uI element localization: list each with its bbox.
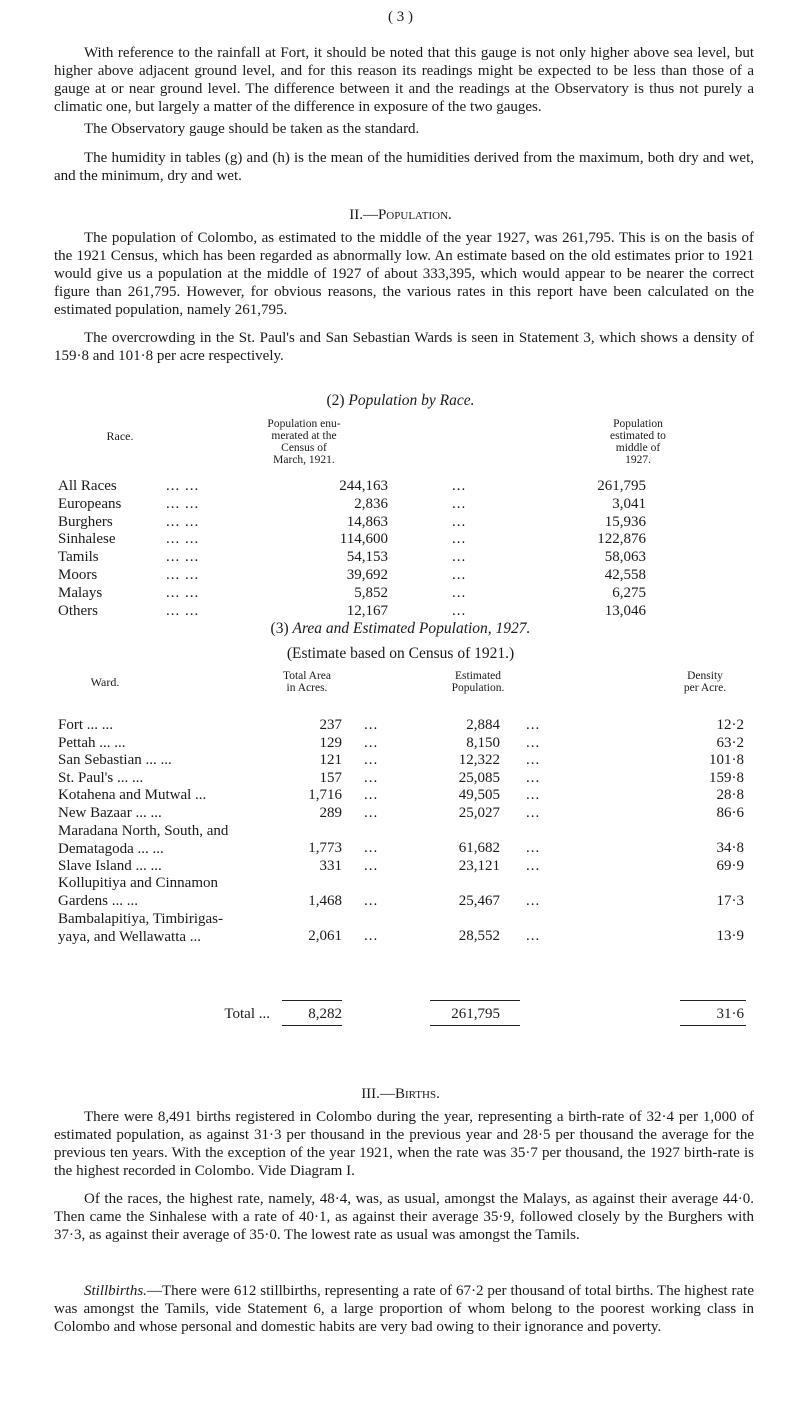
- ward-cell: [58, 734, 268, 752]
- header-line: March, 1921.: [273, 454, 335, 466]
- leader-dots: ...: [452, 567, 467, 583]
- table2-row: [58, 495, 698, 513]
- enumerated-cell: 5,852: [354, 584, 388, 601]
- leader-dots: ... ...: [166, 531, 200, 548]
- population-cell: 28,552: [458, 928, 500, 945]
- area-cell: 1,773: [308, 840, 342, 857]
- leader-dots: ...: [526, 840, 541, 857]
- density-cell: 34·8: [716, 840, 744, 857]
- race-cell: Others: [58, 602, 98, 619]
- population-cell: 61,682: [458, 840, 500, 857]
- section-title: Population.: [377, 207, 452, 223]
- total-rule-bottom-density: [680, 1025, 746, 1026]
- density-cell: 101·8: [709, 752, 744, 769]
- density-cell: 69·9: [716, 857, 744, 874]
- paragraph-observatory: The Observatory gauge should be taken as the standard.: [84, 121, 420, 137]
- leader-dots: ...: [452, 495, 467, 512]
- paragraph-stillbirths: [54, 1282, 754, 1336]
- leader-dots: ...: [452, 478, 467, 494]
- leader-dots: ... ...: [166, 513, 200, 530]
- table2-header-estimated: [588, 418, 688, 466]
- estimated-cell: 6,275: [612, 584, 646, 601]
- ward-cell: [58, 910, 268, 946]
- table2-caption-title: Population by Race.: [348, 392, 475, 409]
- estimated-cell: 42,558: [604, 567, 646, 583]
- race-cell: Moors: [58, 567, 98, 583]
- leader-dots: ...: [364, 752, 379, 769]
- paragraph-overcrowding: The overcrowding in the St. Paul's and San Sebastian Wards is seen in Statement 3, which shows a density of 159·8 and 101·8 per acre respectively.: [54, 330, 754, 364]
- leader-dots: ...: [526, 892, 541, 909]
- ward-line: Kollupitiya and Cinnamon: [58, 875, 218, 892]
- race-cell: Tamils: [58, 549, 99, 566]
- enumerated-cell: 2,836: [354, 495, 388, 512]
- table2-caption-number: (2): [326, 392, 345, 409]
- ward-line: Maradana North, South, and: [58, 822, 229, 839]
- total-rule-top-area: [282, 1000, 342, 1001]
- table2-row: [58, 584, 698, 602]
- table2-caption: [0, 392, 801, 410]
- area-cell: 1,716: [308, 787, 342, 804]
- population-cell: 25,027: [458, 805, 500, 821]
- ward-cell: [58, 804, 268, 822]
- leader-dots: ... ...: [166, 495, 200, 512]
- area-cell: 157: [319, 769, 342, 786]
- density-cell: 63·2: [716, 734, 744, 751]
- area-cell: 237: [319, 717, 342, 733]
- density-cell: 12·2: [716, 717, 744, 733]
- table3-caption-title: Area and Estimated Population, 1927.: [292, 620, 531, 637]
- paragraph-humidity: The humidity in tables (g) and (h) is the mean of the humidities derived from the maximum, both dry and wet, and the minimum, dry and wet.: [54, 150, 754, 184]
- table2-row: [58, 548, 698, 566]
- paragraph-races: Of the races, the highest rate, namely, 48·4, was, as usual, amongst the Malays, as against their average 44·0. Then came the Sinhalese with a rate of 40·1, as against their average 35·9, followed closely by the Burghers with 37·3, as against their average of 35·0. The lowest rate as usual was amongst the Tamils.: [54, 1191, 754, 1243]
- area-cell: 2,061: [308, 928, 342, 945]
- ward-line: Fort ... ...: [58, 717, 114, 733]
- leader-dots: ...: [364, 892, 379, 909]
- paragraph-births: There were 8,491 births registered in Colombo during the year, representing a birth-rate of 32·4 per 1,000 of estimated population, as against 31·3 per thousand in the previous year and 28·5 per thousand the average for the previous ten years. With the exception of the year 1921, when the rate was 35·7 per thousand, the 1927 birth-rate is the highest recorded in Colombo. Vide Diagram I.: [54, 1109, 754, 1179]
- header-line: merated at the: [271, 430, 337, 442]
- leader-dots: ...: [526, 787, 541, 804]
- table3-header-density: [660, 670, 750, 694]
- section-title: Births.: [394, 1086, 440, 1102]
- header-line: Population: [613, 418, 663, 430]
- leader-dots: ...: [364, 805, 379, 821]
- ward-line: Slave Island ... ...: [58, 857, 162, 874]
- stillbirths-label: Stillbirths.: [84, 1283, 147, 1299]
- ward-line: Kotahena and Mutwal ...: [58, 787, 207, 804]
- leader-dots: ...: [452, 602, 467, 619]
- density-cell: 28·8: [716, 787, 744, 804]
- header-line: Estimated: [455, 670, 501, 682]
- total-rule-top-density: [680, 1000, 746, 1001]
- leader-dots: ...: [526, 717, 541, 733]
- leader-dots: ...: [364, 769, 379, 786]
- enumerated-cell: 244,163: [339, 478, 388, 494]
- leader-dots: ...: [364, 840, 379, 857]
- area-cell: 129: [319, 734, 342, 751]
- leader-dots: ...: [452, 513, 467, 530]
- header-line: Total Area: [282, 670, 332, 682]
- ward-cell: [58, 786, 268, 804]
- table3-caption-number: (3): [270, 620, 289, 637]
- leader-dots: ...: [526, 928, 541, 945]
- table2-header-enumerated: [244, 418, 364, 466]
- estimated-cell: 122,876: [597, 531, 646, 548]
- ward-cell: [58, 874, 268, 910]
- leader-dots: ...: [364, 717, 379, 733]
- ward-line: Pettah ... ...: [58, 734, 126, 751]
- ward-cell: [58, 751, 268, 769]
- table3-caption: [0, 620, 801, 638]
- table2-row: [58, 513, 698, 531]
- total-rule-top-population: [430, 1000, 520, 1001]
- header-line: in Acres.: [286, 682, 328, 694]
- ward-cell: [58, 857, 268, 875]
- race-cell: Burghers: [58, 513, 113, 530]
- leader-dots: ...: [526, 752, 541, 769]
- header-line: middle of: [615, 442, 661, 454]
- stillbirths-text: —There were 612 stillbirths, representing a rate of 67·2 per thousand of total births. The highest rate was amongst the Tamils, vide Statement 6, a large proportion of whom belong to the poorest working class in Colombo and whose personal and domestic habits are very bad owing to their ignorance and poverty.: [54, 1283, 754, 1335]
- race-cell: All Races: [58, 478, 117, 494]
- enumerated-cell: 114,600: [339, 531, 388, 548]
- enumerated-cell: 39,692: [346, 567, 388, 583]
- population-cell: 25,085: [458, 769, 500, 786]
- area-cell: 331: [319, 857, 342, 874]
- leader-dots: ... ...: [166, 549, 200, 566]
- race-cell: Europeans: [58, 495, 122, 512]
- table3-header-ward: Ward.: [90, 675, 120, 689]
- ward-line: New Bazaar ... ...: [58, 805, 162, 821]
- estimated-cell: 3,041: [612, 495, 646, 512]
- leader-dots: ... ...: [166, 602, 200, 619]
- table2-row: [58, 602, 698, 620]
- population-cell: 25,467: [458, 892, 500, 909]
- leader-dots: ...: [526, 734, 541, 751]
- leader-dots: ...: [364, 857, 379, 874]
- leader-dots: ...: [526, 805, 541, 821]
- header-line: Population enu-: [267, 418, 341, 430]
- ward-line: St. Paul's ... ...: [58, 769, 144, 786]
- population-cell: 2,884: [466, 717, 500, 733]
- leader-dots: ...: [364, 787, 379, 804]
- table3-subcaption: (Estimate based on Census of 1921.): [286, 645, 515, 662]
- leader-dots: ...: [364, 928, 379, 945]
- header-line: Census of: [281, 442, 327, 454]
- paragraph-rainfall: With reference to the rainfall at Fort, it should be noted that this gauge is not only higher above sea level, but higher above adjacent ground level, and for this reason its readings might be expected to be less than those of a gauge at or near ground level. The difference between it and the readings at the Observatory is thus not purely a climatic one, but largely a matter of the difference in exposure of the two gauges.: [54, 45, 754, 115]
- leader-dots: ... ...: [166, 567, 200, 583]
- section-number: III.—: [361, 1086, 395, 1102]
- ward-line: Dematagoda ... ...: [58, 840, 164, 857]
- page-number: ( 3 ): [388, 9, 413, 25]
- total-density: 31·6: [716, 1006, 744, 1022]
- total-area: 8,282: [308, 1006, 342, 1022]
- total-population: 261,795: [451, 1006, 500, 1022]
- enumerated-cell: 54,153: [346, 549, 388, 566]
- estimated-cell: 58,063: [604, 549, 646, 566]
- ward-line: yaya, and Wellawatta ...: [58, 928, 202, 945]
- population-cell: 23,121: [458, 857, 500, 874]
- density-cell: 86·6: [716, 805, 744, 821]
- header-line: Density: [687, 670, 723, 682]
- leader-dots: ...: [452, 584, 467, 601]
- population-cell: 8,150: [466, 734, 500, 751]
- header-line: estimated to: [610, 430, 666, 442]
- section-heading-population: [0, 206, 801, 224]
- table3-header-population: [428, 670, 528, 694]
- leader-dots: ...: [526, 769, 541, 786]
- leader-dots: ... ...: [166, 478, 200, 494]
- leader-dots: ...: [526, 857, 541, 874]
- ward-cell: [58, 769, 268, 787]
- density-cell: 17·3: [716, 892, 744, 909]
- estimated-cell: 261,795: [597, 478, 646, 494]
- estimated-cell: 13,046: [604, 602, 646, 619]
- enumerated-cell: 14,863: [346, 513, 388, 530]
- table2-row: [58, 477, 698, 495]
- total-label: Total ...: [224, 1006, 270, 1022]
- population-cell: 49,505: [458, 787, 500, 804]
- header-line: Population.: [451, 682, 505, 694]
- race-cell: Malays: [58, 584, 103, 601]
- estimated-cell: 15,936: [604, 513, 646, 530]
- header-line: 1927.: [625, 454, 651, 466]
- area-cell: 1,468: [308, 892, 342, 909]
- area-cell: 289: [319, 805, 342, 821]
- header-line: per Acre.: [683, 682, 727, 694]
- table3-header-area: [262, 670, 352, 694]
- ward-line: Bambalapitiya, Timbirigas-: [58, 910, 223, 927]
- table2-row: [58, 566, 698, 584]
- leader-dots: ...: [452, 549, 467, 566]
- total-rule-bottom-area: [282, 1025, 342, 1026]
- population-cell: 12,322: [458, 752, 500, 769]
- total-rule-bottom-population: [430, 1025, 520, 1026]
- area-cell: 121: [319, 752, 342, 769]
- enumerated-cell: 12,167: [346, 602, 388, 619]
- ward-line: San Sebastian ... ...: [58, 752, 172, 769]
- section-heading-births: [0, 1085, 801, 1103]
- ward-cell: [58, 716, 268, 734]
- table2-row: [58, 530, 698, 548]
- table2-header-race: Race.: [106, 429, 134, 443]
- leader-dots: ...: [364, 734, 379, 751]
- density-cell: 13·9: [716, 928, 744, 945]
- ward-line: Gardens ... ...: [58, 893, 138, 910]
- ward-cell: [58, 822, 268, 858]
- paragraph-population: The population of Colombo, as estimated to the middle of the year 1927, was 261,795. This is on the basis of the 1921 Census, which has been regarded as abnormally low. An estimate based on the old estimates prior to 1921 would give us a population at the middle of 1927 of about 333,395, which would appear to be nearer the correct figure than 261,795. However, for obvious reasons, the various rates in this report have been calculated on the estimated population, namely 261,795.: [54, 230, 754, 318]
- density-cell: 159·8: [709, 769, 744, 786]
- leader-dots: ...: [452, 531, 467, 548]
- leader-dots: ... ...: [166, 584, 200, 601]
- section-number: II.—: [349, 207, 378, 223]
- race-cell: Sinhalese: [58, 531, 116, 548]
